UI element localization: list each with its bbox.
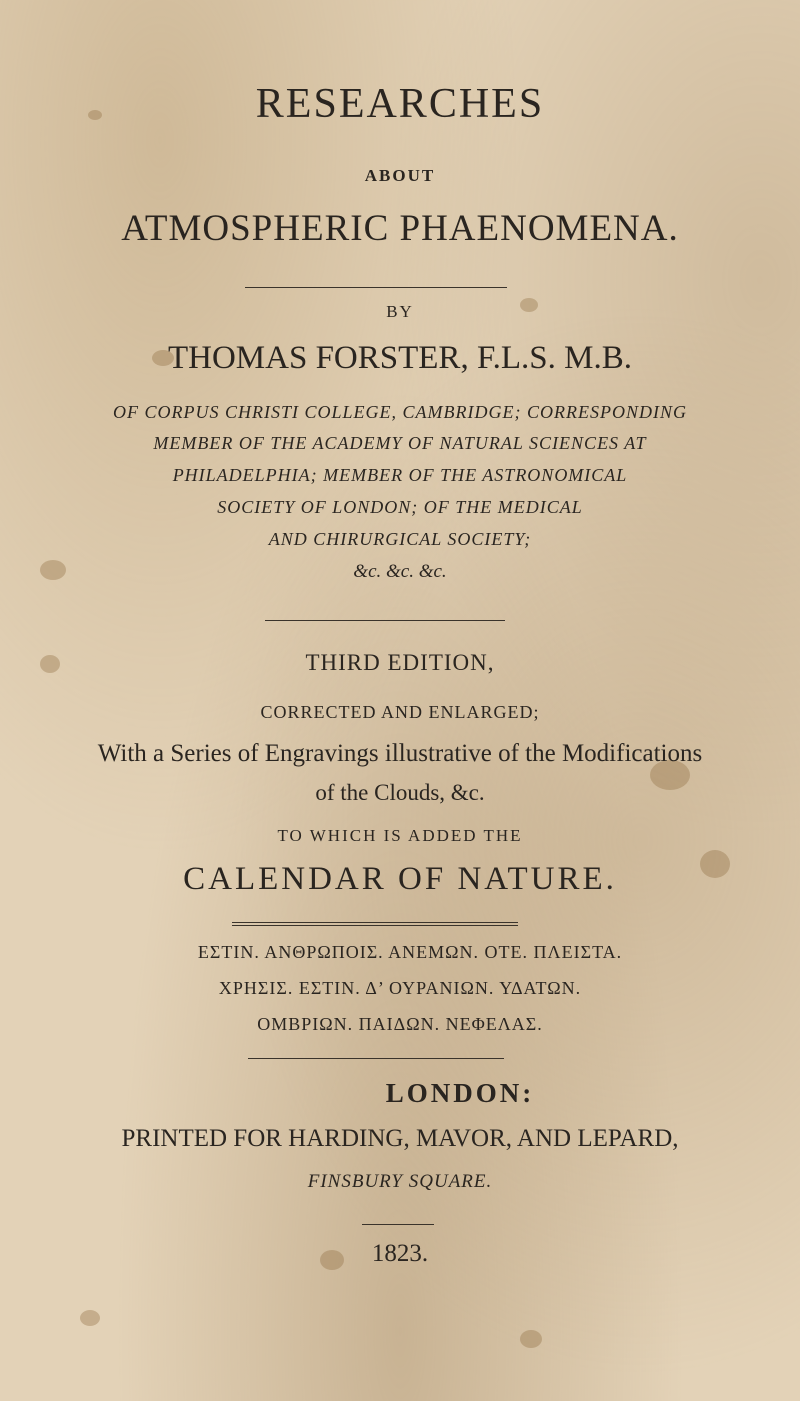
divider-rule bbox=[362, 1224, 434, 1225]
calendar-title: CALENDAR OF NATURE. bbox=[183, 861, 617, 897]
affiliation-line-6: &c. &c. &c. bbox=[353, 561, 447, 582]
added-line: TO WHICH IS ADDED THE bbox=[277, 826, 523, 845]
publication-year: 1823. bbox=[371, 1240, 429, 1267]
city: LONDON: bbox=[385, 1078, 535, 1108]
title-line-1: RESEARCHES bbox=[255, 81, 545, 127]
series-line-2: of the Clouds, &c. bbox=[315, 780, 485, 805]
greek-motto-line-1: ΕΣΤΙΝ. ΑΝΘΡΩΠΟΙΣ. ΑΝΕΜΩΝ. ΟΤΕ. ΠΛΕΙΣΤΑ. bbox=[197, 942, 623, 962]
author-name: THOMAS FORSTER, F.L.S. M.B. bbox=[167, 340, 633, 376]
edition: THIRD EDITION, bbox=[305, 650, 495, 675]
by-line: BY bbox=[386, 302, 414, 321]
corrected-line: CORRECTED AND ENLARGED; bbox=[260, 702, 540, 722]
printer-address: FINSBURY SQUARE. bbox=[307, 1171, 493, 1192]
foxing-spot bbox=[80, 1310, 100, 1326]
series-line-1: With a Series of Engravings illustrative of the Modifications bbox=[97, 740, 703, 767]
printer-line: PRINTED FOR HARDING, MAVOR, AND LEPARD, bbox=[121, 1125, 679, 1152]
foxing-spot bbox=[520, 1330, 542, 1348]
divider-rule bbox=[265, 620, 505, 621]
affiliation-line-4: SOCIETY OF LONDON; OF THE MEDICAL bbox=[217, 497, 583, 517]
title-line-3: ATMOSPHERIC PHAENOMENA. bbox=[121, 208, 679, 249]
divider-rule bbox=[248, 1058, 504, 1059]
greek-motto-line-3: ΟΜΒΡΙΩΝ. ΠΑΙΔΩΝ. ΝΕΦΕΛΑΣ. bbox=[257, 1014, 543, 1034]
affiliation-line-3: PHILADELPHIA; MEMBER OF THE ASTRONOMICAL bbox=[172, 465, 628, 485]
greek-motto-line-2: ΧΡΗΣΙΣ. ΕΣΤΙΝ. Δ’ ΟΥΡΑΝΙΩΝ. ΥΔΑΤΩΝ. bbox=[218, 978, 582, 998]
divider-rule bbox=[245, 287, 507, 288]
affiliation-line-1: OF CORPUS CHRISTI COLLEGE, CAMBRIDGE; CORRESPONDING bbox=[113, 402, 687, 422]
affiliation-line-2: MEMBER OF THE ACADEMY OF NATURAL SCIENCES AT bbox=[153, 433, 647, 453]
affiliation-line-5: AND CHIRURGICAL SOCIETY; bbox=[268, 529, 532, 549]
double-rule bbox=[232, 922, 518, 926]
title-line-2: ABOUT bbox=[364, 166, 436, 185]
